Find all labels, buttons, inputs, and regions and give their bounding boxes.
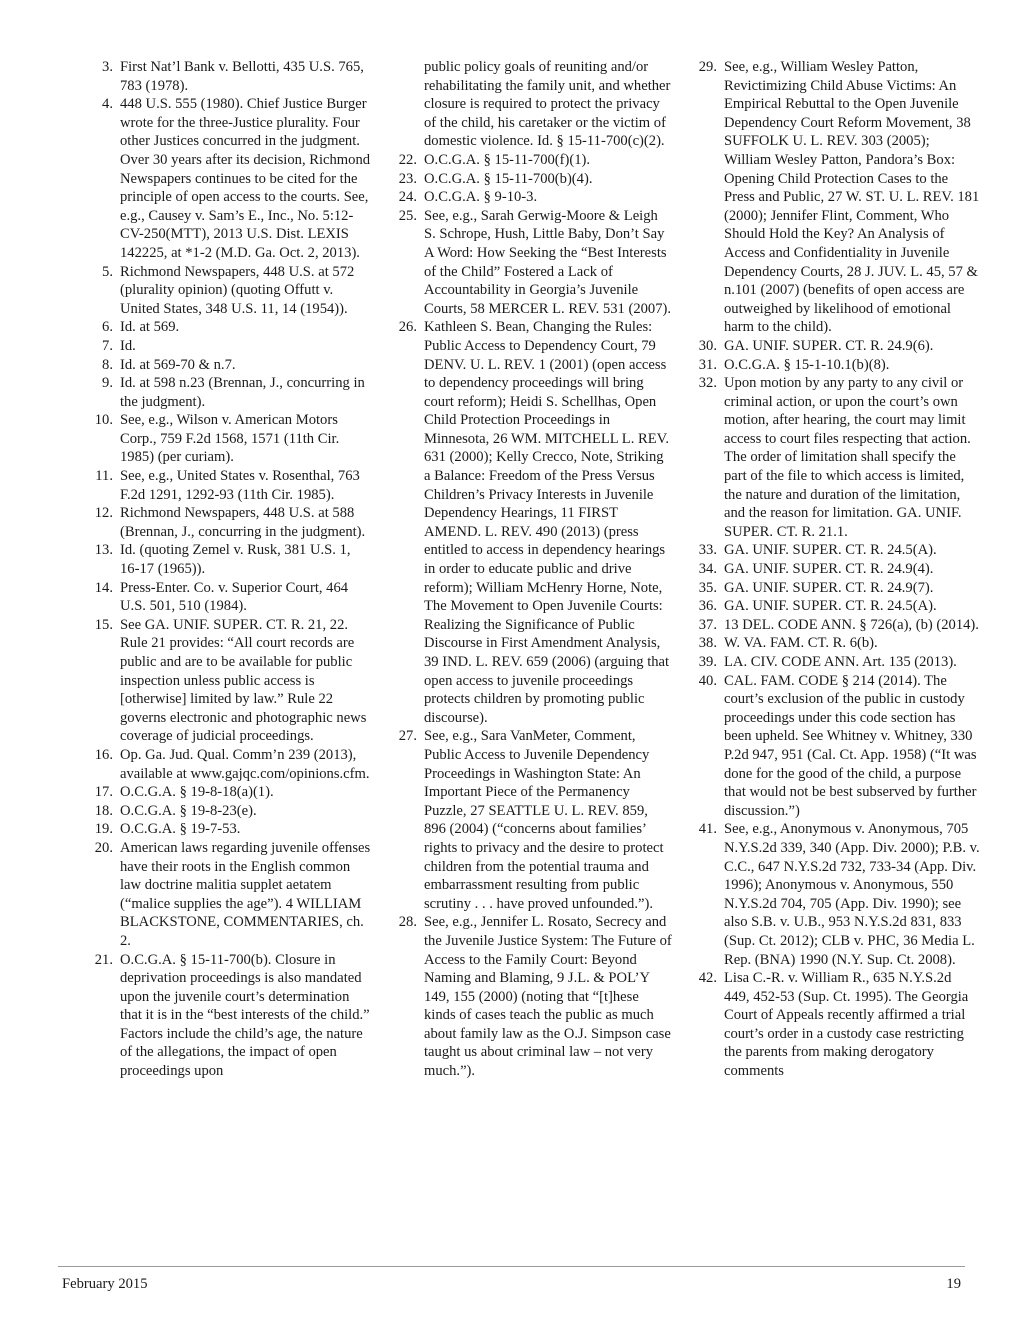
footnote [88,541,373,578]
footnote [88,579,373,616]
footnote [692,820,980,969]
footnote-text: LA. CIV. CODE ANN. Art. 135 (2013). [724,654,957,670]
footnote-number: 37. [698,616,717,633]
footnote-number: 24. [398,189,417,206]
footnote-text: See, e.g., Sara VanMeter, Comment, Public Access to Juvenile Dependency Proceedings in Washington State: An Important Piece of the Permanency Puzzle, 27 SEATTLE U. L. REV. 859, 896 (2004) (“concerns about families’ rights to privacy and the desire to protect children from the potential trauma and embarrassment resulting from public scrutiny . . . have proved unfounded.”). [424,728,664,912]
footnote [88,839,373,951]
footnotes-column-3 [692,58,980,1081]
footer-divider [58,1266,965,1267]
footnote-text: See, e.g., Sarah Gerwig-Moore & Leigh S. Schrope, Hush, Little Baby, Don’t Say A Word: How Seeking the “Best Interests of the Child” Fostered a Lack of Accountability in Georgia’s Juvenile Courts, 58 MERCER L. REV. 531 (2007). [424,207,672,317]
footnote [88,356,373,375]
footnote-number: 11. [95,468,113,485]
footnote-number: 10. [94,412,113,429]
footnote-number: 39. [698,654,717,670]
footnote-number: 40. [698,672,717,689]
footnote-number: 36. [698,598,717,615]
footnote [692,597,980,616]
footnote-text: GA. UNIF. SUPER. CT. R. 24.9(7). [724,579,934,596]
footnote-number: 19. [94,821,113,838]
footnote [88,411,373,467]
footnote-text: Richmond Newspapers, 448 U.S. at 572 (plurality opinion) (quoting Offutt v. United States, 348 U.S. 11, 14 (1954)). [120,263,355,317]
footnote-number: 28. [398,914,417,931]
footnote-number: 3. [102,59,113,75]
footnote-number: 6. [102,319,113,336]
footnote [88,95,373,262]
footnote-text: CAL. FAM. CODE § 214 (2014). The court’s exclusion of the public in custody proceedings under this code section has been upheld. See Whitney v. Whitney, 330 P.2d 947, 951 (Cal. Ct. App. 1958) (“It was done for the good of the child, a purpose that would not be best subserved by further discussion.”) [724,672,977,819]
footnote [88,820,373,839]
footnote-number: 20. [94,839,113,856]
footnote [392,207,672,319]
footnote [392,727,672,913]
footnote-text: First Nat’l Bank v. Bellotti, 435 U.S. 765, 783 (1978). [120,59,364,94]
footnote [692,356,980,375]
footnote-text: Lisa C.-R. v. William R., 635 N.Y.S.2d 449, 452-53 (Sup. Ct. 1995). The Georgia Court of Appeals recently affirmed a trial court’s order in a custody case restricting the parents from making derogatory comments [724,970,969,1080]
footnote-number: 38. [698,635,717,652]
footnote-number: 30. [698,337,717,354]
footnote-number: 7. [102,337,113,354]
footnote-number: 31. [698,356,717,373]
footnote-text: O.C.G.A. § 15-11-700(f)(1). [424,151,591,168]
footnote [692,337,980,356]
footnote-text: Op. Ga. Jud. Qual. Comm’n 239 (2013), available at www.gajqc.com/opinions.cfm. [120,746,370,782]
footnote-number: 5. [102,263,113,280]
footnote-text: O.C.G.A. § 15-11-700(b). Closure in deprivation proceedings is also mandated upon the juvenile court’s determination that it is in the “best interests of the child.” Factors include the child’s age, the nature of the allegations, the impact of open proceedings upon [120,951,370,1080]
footnote-text: O.C.G.A. § 9-10-3. [424,189,538,206]
footnote-text: W. VA. FAM. CT. R. 6(b). [724,635,878,652]
footnote [88,783,373,802]
footnote [692,672,980,821]
footnote-number: 17. [94,784,113,801]
footnote-number: 8. [102,356,113,373]
footnote-text: O.C.G.A. § 19-8-23(e). [120,802,257,819]
footnote-number: 21. [94,951,113,968]
footnote-text: Id. at 598 n.23 (Brennan, J., concurring in the judgment). [120,375,365,410]
footnote-text: See, e.g., Anonymous v. Anonymous, 705 N.Y.S.2d 339, 340 (App. Div. 2000); P.B. v. C.C., 647 N.Y.S.2d 732, 733-34 (App. Div. 1996); Anonymous v. Anonymous, 550 N.Y.S.2d 704, 705 (App. Div. 1990); see also S.B. v. U.B., 953 N.Y.S.2d 831, 833 (Sup. Ct. 2012); CLB v. PHC, 36 Media L. Rep. (BNA) 1990 (N.Y. Sup. Ct. 2008). [724,821,980,968]
footnote-number: 13. [94,542,113,559]
footnote-text: GA. UNIF. SUPER. CT. R. 24.5(A). [724,542,937,559]
footnote [392,913,672,1080]
footnote-text: Upon motion by any party to any civil or criminal action, or upon the court’s own motion, after hearing, the court may limit access to court files respecting that action. The order of limitation shall specify the part of the file to which access is limited, the nature and duration of the limitation, and the reason for limitation. GA. UNIF. SUPER. CT. R. 21.1. [724,375,971,540]
footnote-text: 448 U.S. 555 (1980). Chief Justice Burger wrote for the three-Justice plurality. Four other Justices concurred in the judgment. Over 30 years after its decision, Richmond Newspapers continues to be cited for the principle of open access to the courts. See, e.g., Causey v. Sam’s E., Inc., No. 5:12-CV-250(MTT), 2013 U.S. Dist. LEXIS 142225, at *1-2 (M.D. Ga. Oct. 2, 2013). [120,96,371,261]
footnote-text: See, e.g., United States v. Rosenthal, 763 F.2d 1291, 1292-93 (11th Cir. 1985). [120,468,360,503]
footnote-number: 12. [94,505,113,522]
footnote [88,374,373,411]
footnote-text: See, e.g., Jennifer L. Rosato, Secrecy and the Juvenile Justice System: The Future of Access to the Family Court: Beyond Naming and Blaming, 9 J.L. & POL’Y 149, 155 (2000) (noting that “[t]hese kinds of cases teach the public as much about family law as the O.J. Simpson case taught us about criminal law – not very much.”). [424,914,672,1080]
footnote-text: Id. at 569-70 & n.7. [120,356,236,373]
footnote-number: 42. [698,970,717,987]
page-number: 19 [946,1276,961,1292]
footnotes-column-1 [88,58,373,1081]
footnote-text: Kathleen S. Bean, Changing the Rules: Public Access to Dependency Court, 79 DENV. U. L. REV. 1 (2001) (open access to dependency proceedings will bring court reform); Heidi S. Schellhas, Open Child Protection Proceedings in Minnesota, 26 WM. MITCHELL L. REV. 631 (2000); Kelly Crecco, Note, Striking a Balance: Freedom of the Press Versus Children’s Privacy Interests in Juvenile Dependency Hearings, 11 FIRST AMEND. L. REV. 490 (2013) (press entitled to access in dependency hearings in order to educate public and drive reform); William McHenry Horne, Note, The Movement to Open Juvenile Courts: Realizing the Significance of Public Discourse in First Amendment Analysis, 39 IND. L. REV. 659 (2006) (arguing that open access to juvenile proceedings protects children by promoting public discourse). [424,319,670,726]
footnote [692,616,980,635]
footnote-text: GA. UNIF. SUPER. CT. R. 24.5(A). [724,598,937,615]
footnote-number: 15. [94,616,113,633]
footnote-text: 13 DEL. CODE ANN. § 726(a), (b) (2014). [724,616,979,633]
footnote-number: 26. [398,319,417,336]
footnote-number: 29. [698,59,717,75]
footnote-text: O.C.G.A. § 15-1-10.1(b)(8). [724,356,890,373]
footnote [692,541,980,560]
footnotes-column-2 [392,58,672,1081]
footnote-text: See, e.g., Wilson v. American Motors Corp., 759 F.2d 1568, 1571 (11th Cir. 1985) (per curiam). [120,412,340,466]
footnote [88,504,373,541]
footnote-number: 32. [698,375,717,392]
footnote-text: public policy goals of reuniting and/or rehabilitating the family unit, and whether closure is required to protect the privacy of the child, his caretaker or the victim of domestic violence. Id. § 15-11-700(c)(2). [424,59,671,150]
footnote [88,951,373,1081]
footnote-number: 35. [698,579,717,596]
footer-date: February 2015 [62,1276,148,1292]
footnote-number: 16. [94,746,113,763]
footnote-text: See GA. UNIF. SUPER. CT. R. 21, 22. Rule 21 provides: “All court records are public and are to be available for public inspection unless public access is [otherwise] limited by law.” Rule 22 governs electronic and photographic news coverage of judicial proceedings. [120,616,367,745]
footnote-text: See, e.g., William Wesley Patton, Revictimizing Child Abuse Victims: An Empirical Rebuttal to the Open Juvenile Dependency Court Reform Movement, 38 SUFFOLK U. L. REV. 303 (2005); William Wesley Patton, Pandora’s Box: Opening Child Protection Cases to the Press and Public, 27 W. ST. U. L. REV. 181 (2000); Jennifer Flint, Comment, Who Should Hold the Key? An Analysis of Access and Confidentiality in Juvenile Dependency Courts, 28 J. JUV. L. 45, 57 & n.101 (2007) (benefits of open access are outweighed by likelihood of emotional harm to the child). [724,59,980,336]
footnote-text: GA. UNIF. SUPER. CT. R. 24.9(6). [724,337,934,354]
footnote-number: 4. [102,96,113,113]
footnote-number: 23. [398,170,417,187]
footnote-number: 25. [398,207,417,224]
footnote [88,802,373,821]
footnote-number: 22. [398,151,417,168]
footnote [88,467,373,504]
footnote-number: 18. [94,802,113,819]
footnote [692,634,980,653]
footnote-number: 9. [102,375,113,392]
footnote [88,337,373,356]
footnote-text: American laws regarding juvenile offenses have their roots in the English common law doctrine malitia supplet aetatem (“malice supplies the age”). 4 WILLIAM BLACKSTONE, COMMENTARIES, ch. 2. [120,839,371,949]
footnote-number: 27. [398,728,417,745]
footnote [692,579,980,598]
footnote-text: GA. UNIF. SUPER. CT. R. 24.9(4). [724,561,934,578]
footnote [392,170,672,189]
footnote [88,263,373,319]
footnote-number: 34. [698,561,717,578]
footnote-text: O.C.G.A. § 19-7-53. [120,821,241,838]
footnote-number: 14. [94,579,113,596]
footnote-text: O.C.G.A. § 19-8-18(a)(1). [120,784,274,801]
footnote-text: Id. [120,337,136,354]
footnote [692,58,980,337]
footnote [692,653,980,672]
footnote [88,318,373,337]
footnote [392,188,672,207]
footnote-text: Id. (quoting Zemel v. Rusk, 381 U.S. 1, 16-17 (1965)). [120,542,351,578]
footnote [392,318,672,727]
footnote [88,616,373,746]
footnote-text: Id. at 569. [120,319,180,336]
footnote [692,560,980,579]
footnote [692,374,980,541]
footnote [392,151,672,170]
footnote [88,58,373,95]
footnote-number: 41. [698,821,717,838]
footnote-text: O.C.G.A. § 15-11-700(b)(4). [424,170,593,187]
footnote [88,746,373,783]
footnote-text: Press-Enter. Co. v. Superior Court, 464 U.S. 501, 510 (1984). [120,579,349,615]
footnote [392,58,672,151]
footnote-text: Richmond Newspapers, 448 U.S. at 588 (Brennan, J., concurring in the judgment). [120,505,366,540]
footnote [692,969,980,1081]
footnote-number: 33. [698,542,717,559]
